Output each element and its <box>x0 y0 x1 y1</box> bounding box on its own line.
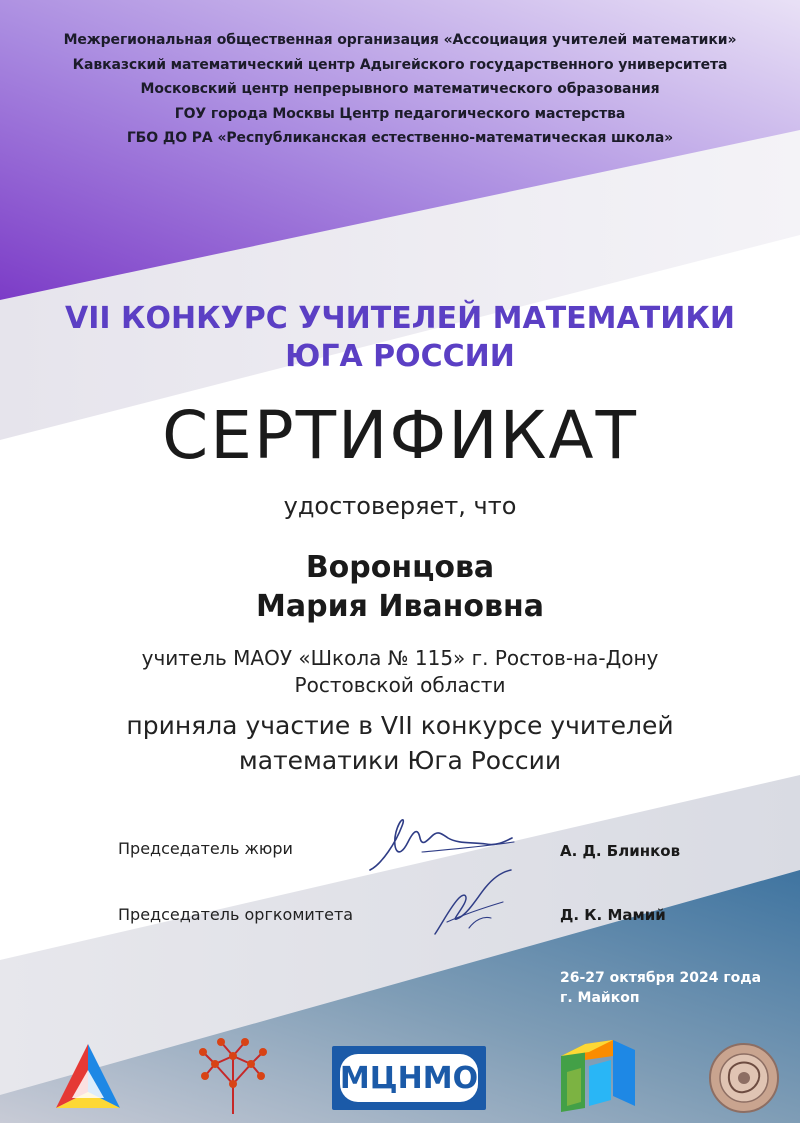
jury-chair-name: А. Д. Блинков <box>560 842 681 860</box>
organization-line: ГБО ДО РА «Республиканская естественно-математическая школа» <box>126 130 674 146</box>
participation-statement <box>0 708 800 778</box>
cube-logo-icon <box>555 1036 639 1116</box>
organization-line: Кавказский математический центр Адыгейского государственного университета <box>72 56 728 73</box>
position-line2: Ростовской области <box>294 673 506 697</box>
mcnmo-logo-inner <box>340 1054 478 1102</box>
organization-line: ГОУ города Москвы Центр педагогического мастерства <box>174 105 626 122</box>
participation-line2: математики Юга России <box>238 746 562 775</box>
jury-chair-label: Председатель жюри <box>118 839 293 858</box>
event-dates: 26-27 октября 2024 года <box>560 970 762 986</box>
organization-line: Межрегиональная общественная организация «Ассоциация учителей математики» <box>63 32 737 48</box>
recipient-position <box>0 645 800 699</box>
certifies-text: удостоверяет, что <box>283 492 517 520</box>
jury-chair-signature <box>362 812 522 876</box>
organizing-committee-chair-name: Д. К. Мамий <box>560 906 666 924</box>
contest-title <box>0 300 800 376</box>
organizing-committee-chair-label: Председатель оргкомитета <box>118 905 354 924</box>
tree-network-logo-icon <box>193 1034 273 1116</box>
circular-emblem-icon <box>706 1040 782 1116</box>
event-place: г. Майкоп <box>560 990 640 1006</box>
recipient-name <box>0 548 800 626</box>
mcnmo-logo-text: МЦНМО <box>339 1060 479 1096</box>
mcnmo-logo <box>332 1046 486 1110</box>
contest-title-line1: VII КОНКУРС УЧИТЕЛЕЙ МАТЕМАТИКИ <box>65 301 735 336</box>
organizing-committee-chair-signature <box>425 868 521 940</box>
certificate-title: СЕРТИФИКАТ <box>162 397 638 474</box>
position-line1: учитель МАОУ «Школа № 115» г. Ростов-на-Дону <box>141 646 659 670</box>
organization-line: Московский центр непрерывного математического образования <box>140 81 660 97</box>
recipient-surname: Воронцова <box>305 550 495 585</box>
organizations-list <box>0 28 800 151</box>
event-info <box>560 968 761 1008</box>
triangle-logo-icon <box>52 1040 124 1112</box>
recipient-given-names: Мария Ивановна <box>256 589 544 624</box>
participation-line1: приняла участие в VII конкурсе учителей <box>126 711 674 740</box>
contest-title-line2: ЮГА РОССИИ <box>285 339 515 374</box>
